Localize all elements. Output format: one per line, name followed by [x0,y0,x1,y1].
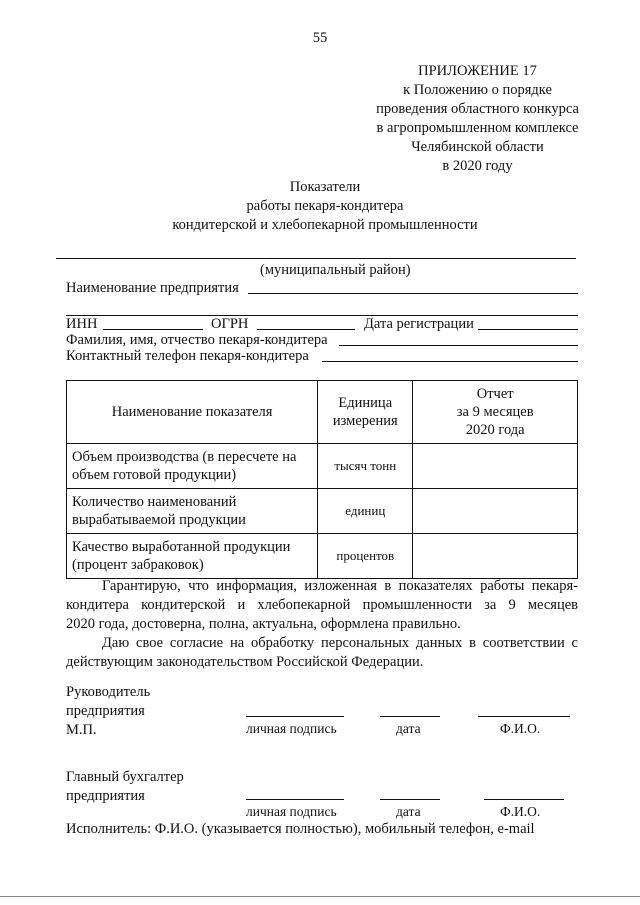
head-fio-caption: Ф.И.О. [500,721,541,736]
row-name-line: Качество выработанной продукции [72,539,291,555]
appendix-line: к Положению о порядке [403,82,552,98]
page-number: 55 [312,30,328,46]
header-report-line: 2020 года [465,422,525,438]
head-date-line[interactable] [380,716,440,717]
ogrn-label: ОГРН [211,316,249,332]
title-line: работы пекаря-кондитера [246,198,404,214]
reg-date-label: Дата регистрации [364,316,474,332]
head-signature-line[interactable] [246,716,344,717]
row-indicator-name [67,534,318,579]
appendix-block [370,62,585,176]
row-unit: единиц [318,489,413,534]
appendix-line: проведения областного конкурса [376,101,579,117]
indicators-table [66,380,578,579]
district-field-line[interactable] [56,258,576,259]
row-report-value-cell[interactable] [413,489,578,534]
fio-field-line[interactable] [339,345,578,346]
row-name-line: Объем производства (в пересчете на [72,449,297,465]
phone-label: Контактный телефон пекаря-кондитера [66,348,309,364]
accountant-date-line[interactable] [380,799,440,800]
executor-line: Исполнитель: Ф.И.О. (указывается полностью), мобильный телефон, e-mail [66,821,535,837]
row-name-line: Количество наименований [72,494,237,510]
appendix-line: в 2020 году [442,158,513,174]
head-fio-line[interactable] [478,716,570,717]
consent-line: Даю свое согласие на обработку персональных данных в соответствии с [102,635,578,651]
appendix-line: ПРИЛОЖЕНИЕ 17 [418,63,537,79]
document-title [100,178,550,235]
head-label-2: предприятия [66,703,145,719]
table-row [67,489,578,534]
row-name-line: объем готовой продукции) [72,467,237,483]
enterprise-field-line-2[interactable] [66,315,578,316]
row-report-value-cell[interactable] [413,444,578,489]
table-row [67,444,578,489]
row-indicator-name [67,489,318,534]
head-label: Руководитель [66,684,151,700]
appendix-line: в агропромышленном комплексе [376,120,579,136]
title-line: кондитерской и хлебопекарной промышленности [172,217,478,233]
accountant-fio-line[interactable] [484,799,564,800]
header-unit-line: Единица [338,395,393,411]
accountant-signature-caption: личная подпись [246,804,337,819]
accountant-date-caption: дата [396,804,421,819]
header-report-line: Отчет [476,386,514,402]
row-unit: тысяч тонн [318,444,413,489]
row-name-line: вырабатываемой продукции [72,512,246,528]
page-bottom-divider [0,896,640,897]
ogrn-field-line[interactable] [257,329,355,330]
row-indicator-name [67,444,318,489]
title-line: Показатели [289,179,361,195]
head-signature-caption: личная подпись [246,721,337,736]
inn-label: ИНН [66,316,98,332]
accountant-label-2: предприятия [66,788,145,804]
head-date-caption: дата [396,721,421,736]
guarantee-paragraph [66,577,578,672]
guarantee-line: 2020 года, достоверна, полна, актуальна, оформлена правильно. [66,616,461,632]
phone-field-line[interactable] [322,361,578,362]
appendix-line: Челябинской области [411,139,544,155]
accountant-fio-caption: Ф.И.О. [500,804,541,819]
guarantee-line: кондитера кондитерской и хлебопекарной промышленности за 9 месяцев [66,597,578,613]
header-report [413,381,578,444]
header-report-line: за 9 месяцев [456,404,534,420]
row-name-line: (процент забраковок) [72,557,204,573]
enterprise-label: Наименование предприятия [66,280,239,296]
accountant-label: Главный бухгалтер [66,769,184,785]
header-unit [318,381,413,444]
row-report-value-cell[interactable] [413,534,578,579]
inn-field-line[interactable] [103,329,203,330]
fio-label: Фамилия, имя, отчество пекаря-кондитера [66,332,328,348]
header-indicator-name: Наименование показателя [67,381,318,444]
consent-line: действующим законодательством Российской Федерации. [66,654,424,670]
table-header-row [67,381,578,444]
district-caption: (муниципальный район) [260,262,411,278]
header-unit-line: измерения [332,413,398,429]
reg-date-field-line[interactable] [478,329,578,330]
accountant-signature-line[interactable] [246,799,344,800]
guarantee-line: Гарантирую, что информация, изложенная в показателях работы пекаря- [102,578,578,594]
table-row [67,534,578,579]
row-unit: процентов [318,534,413,579]
enterprise-field-line[interactable] [248,293,578,294]
stamp-label: М.П. [66,722,97,738]
